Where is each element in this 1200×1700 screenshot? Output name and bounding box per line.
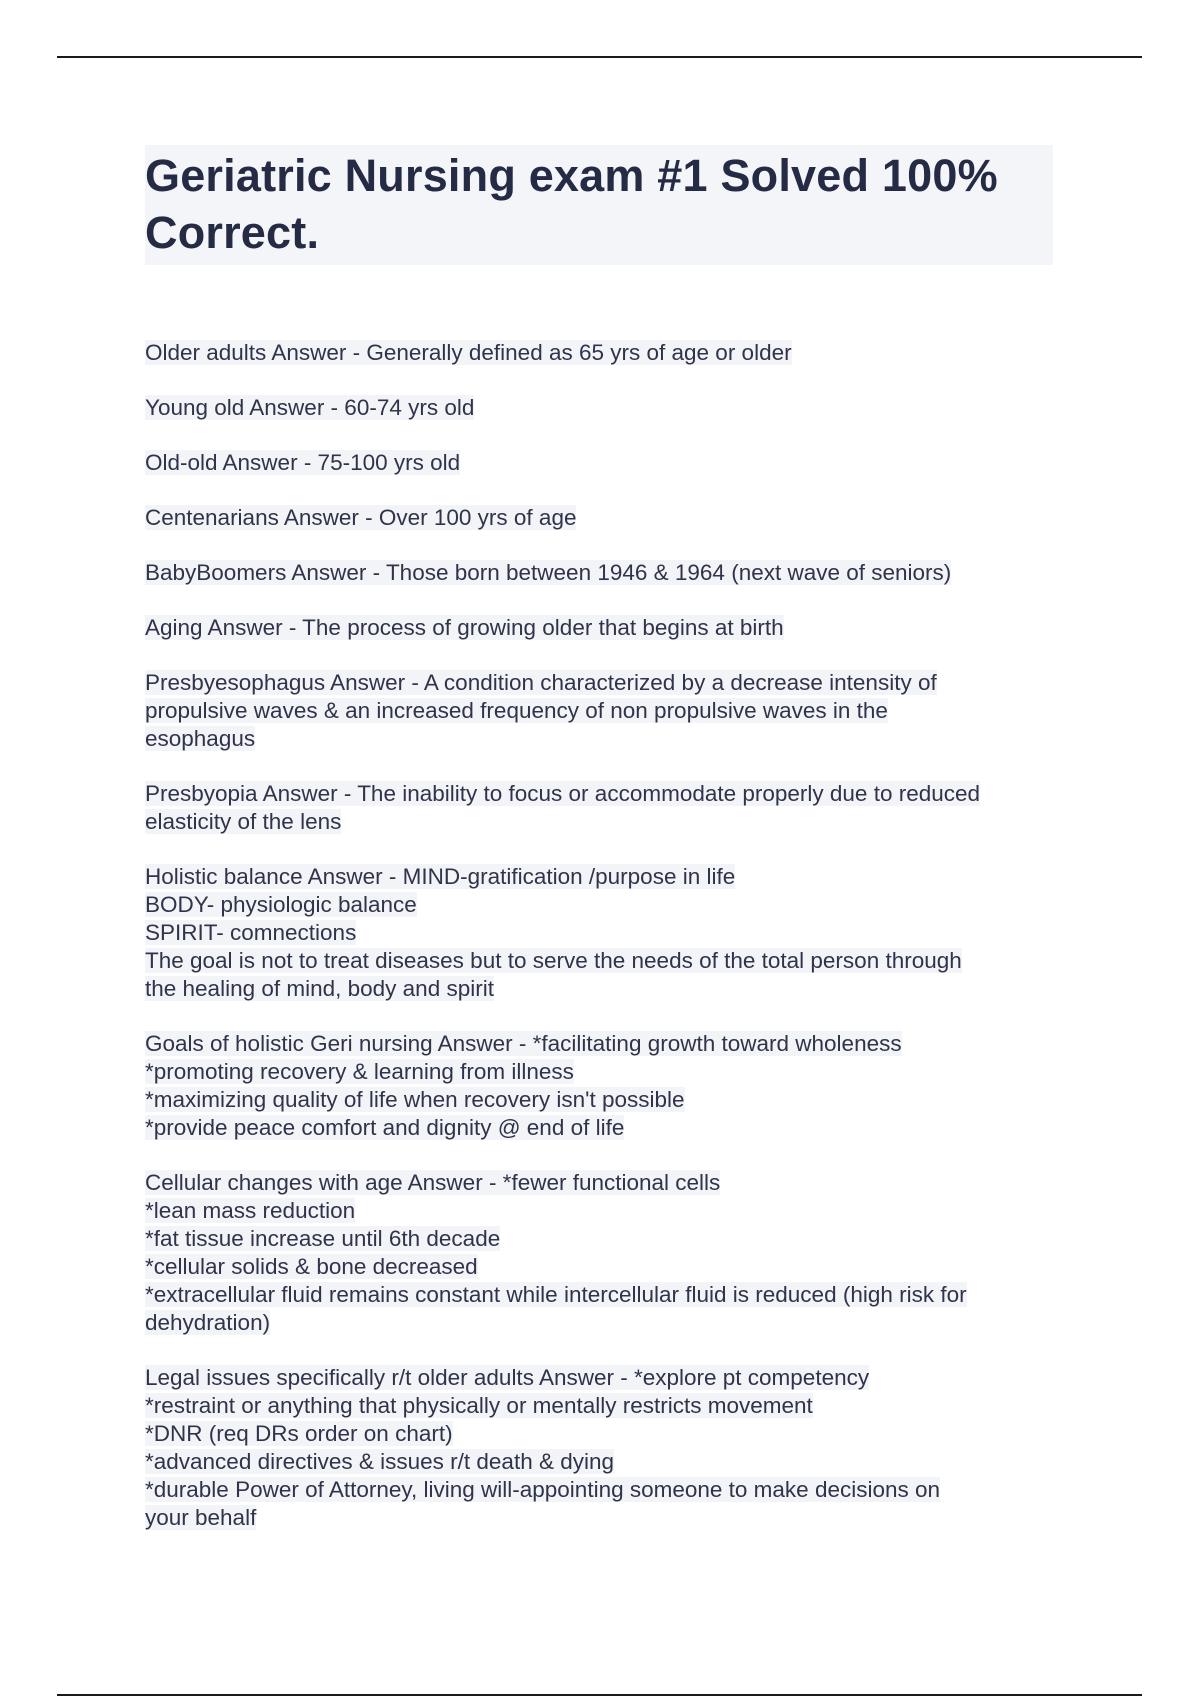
qa-entry-line [145, 808, 1060, 836]
qa-entry-line [145, 1169, 1060, 1197]
qa-entry-text: Goals of holistic Geri nursing Answer - *facilitating growth toward wholeness [145, 1031, 902, 1056]
qa-entry-line [145, 1281, 1060, 1309]
qa-entry-text: elasticity of the lens [145, 809, 342, 834]
qa-entry [145, 339, 1060, 367]
qa-entry-line [145, 1392, 1060, 1420]
qa-entry-line [145, 1225, 1060, 1253]
qa-entry-line [145, 1114, 1060, 1142]
qa-entry-line [145, 1448, 1060, 1476]
qa-entry-text: Old-old Answer - 75-100 yrs old [145, 450, 461, 475]
qa-entry-text: *provide peace comfort and dignity @ end of life [145, 1115, 625, 1140]
qa-entry-text: *restraint or anything that physically or mentally restricts movement [145, 1393, 813, 1418]
qa-entry-text: Presbyesophagus Answer - A condition characterized by a decrease intensity of [145, 670, 937, 695]
qa-entry-text: your behalf [145, 1505, 257, 1530]
qa-entry-text: *advanced directives & issues r/t death & dying [145, 1449, 615, 1474]
top-divider [57, 56, 1142, 58]
qa-entry-line [145, 1309, 1060, 1337]
qa-entry-line [145, 1030, 1060, 1058]
qa-entry-line [145, 1253, 1060, 1281]
qa-entry [145, 504, 1060, 532]
qa-entry-line [145, 1476, 1060, 1504]
qa-entry-text: propulsive waves & an increased frequency of non propulsive waves in the [145, 698, 888, 723]
qa-entry-line [145, 891, 1060, 919]
qa-entry [145, 669, 1060, 753]
qa-entry-text: esophagus [145, 726, 256, 751]
qa-entry-line [145, 394, 1060, 422]
qa-entry-text: dehydration) [145, 1310, 271, 1335]
qa-entry-text: Older adults Answer - Generally defined as 65 yrs of age or older [145, 340, 792, 365]
qa-entry-text: BODY- physiologic balance [145, 892, 417, 917]
qa-entry [145, 614, 1060, 642]
qa-entry [145, 863, 1060, 1003]
qa-entry-line [145, 919, 1060, 947]
qa-entry-text: Cellular changes with age Answer - *fewer functional cells [145, 1170, 721, 1195]
qa-entry-text: *lean mass reduction [145, 1198, 356, 1223]
qa-entry-line [145, 614, 1060, 642]
page-title: Geriatric Nursing exam #1 Solved 100% Correct. [145, 145, 1053, 265]
qa-entry-text: *maximizing quality of life when recovery isn't possible [145, 1087, 685, 1112]
qa-entry-text: Centenarians Answer - Over 100 yrs of age [145, 505, 577, 530]
qa-entry-text: Young old Answer - 60-74 yrs old [145, 395, 475, 420]
qa-entry-text: Legal issues specifically r/t older adults Answer - *explore pt competency [145, 1365, 870, 1390]
qa-entry-line [145, 1420, 1060, 1448]
qa-entry-line [145, 339, 1060, 367]
qa-entry-text: *extracellular fluid remains constant while intercellular fluid is reduced (high risk for [145, 1282, 967, 1307]
qa-entry [145, 1030, 1060, 1142]
qa-entry [145, 394, 1060, 422]
qa-entry-text: The goal is not to treat diseases but to serve the needs of the total person through [145, 948, 962, 973]
qa-list [145, 339, 1060, 1559]
qa-entry-text: *fat tissue increase until 6th decade [145, 1226, 501, 1251]
qa-entry-line [145, 669, 1060, 697]
qa-entry-line [145, 559, 1060, 587]
qa-entry-line [145, 780, 1060, 808]
qa-entry [145, 559, 1060, 587]
qa-entry-line [145, 1364, 1060, 1392]
qa-entry-text: Holistic balance Answer - MIND-gratification /purpose in life [145, 864, 736, 889]
qa-entry [145, 1364, 1060, 1532]
qa-entry [145, 780, 1060, 836]
bottom-divider [57, 1694, 1142, 1696]
qa-entry-line [145, 725, 1060, 753]
qa-entry-text: *DNR (req DRs order on chart) [145, 1421, 453, 1446]
qa-entry-line [145, 449, 1060, 477]
qa-entry-text: *promoting recovery & learning from illness [145, 1059, 574, 1084]
qa-entry-line [145, 504, 1060, 532]
qa-entry-line [145, 1058, 1060, 1086]
qa-entry-text: Aging Answer - The process of growing older that begins at birth [145, 615, 784, 640]
qa-entry-text: *durable Power of Attorney, living will-appointing someone to make decisions on [145, 1477, 941, 1502]
qa-entry-text: *cellular solids & bone decreased [145, 1254, 478, 1279]
qa-entry-line [145, 1504, 1060, 1532]
qa-entry [145, 449, 1060, 477]
qa-entry-line [145, 863, 1060, 891]
qa-entry-line [145, 697, 1060, 725]
qa-entry-line [145, 975, 1060, 1003]
qa-entry-text: Presbyopia Answer - The inability to focus or accommodate properly due to reduced [145, 781, 981, 806]
qa-entry [145, 1169, 1060, 1337]
qa-entry-line [145, 1197, 1060, 1225]
qa-entry-text: the healing of mind, body and spirit [145, 976, 494, 1001]
qa-entry-text: BabyBoomers Answer - Those born between 1946 & 1964 (next wave of seniors) [145, 560, 952, 585]
qa-entry-line [145, 947, 1060, 975]
qa-entry-line [145, 1086, 1060, 1114]
qa-entry-text: SPIRIT- comnections [145, 920, 357, 945]
